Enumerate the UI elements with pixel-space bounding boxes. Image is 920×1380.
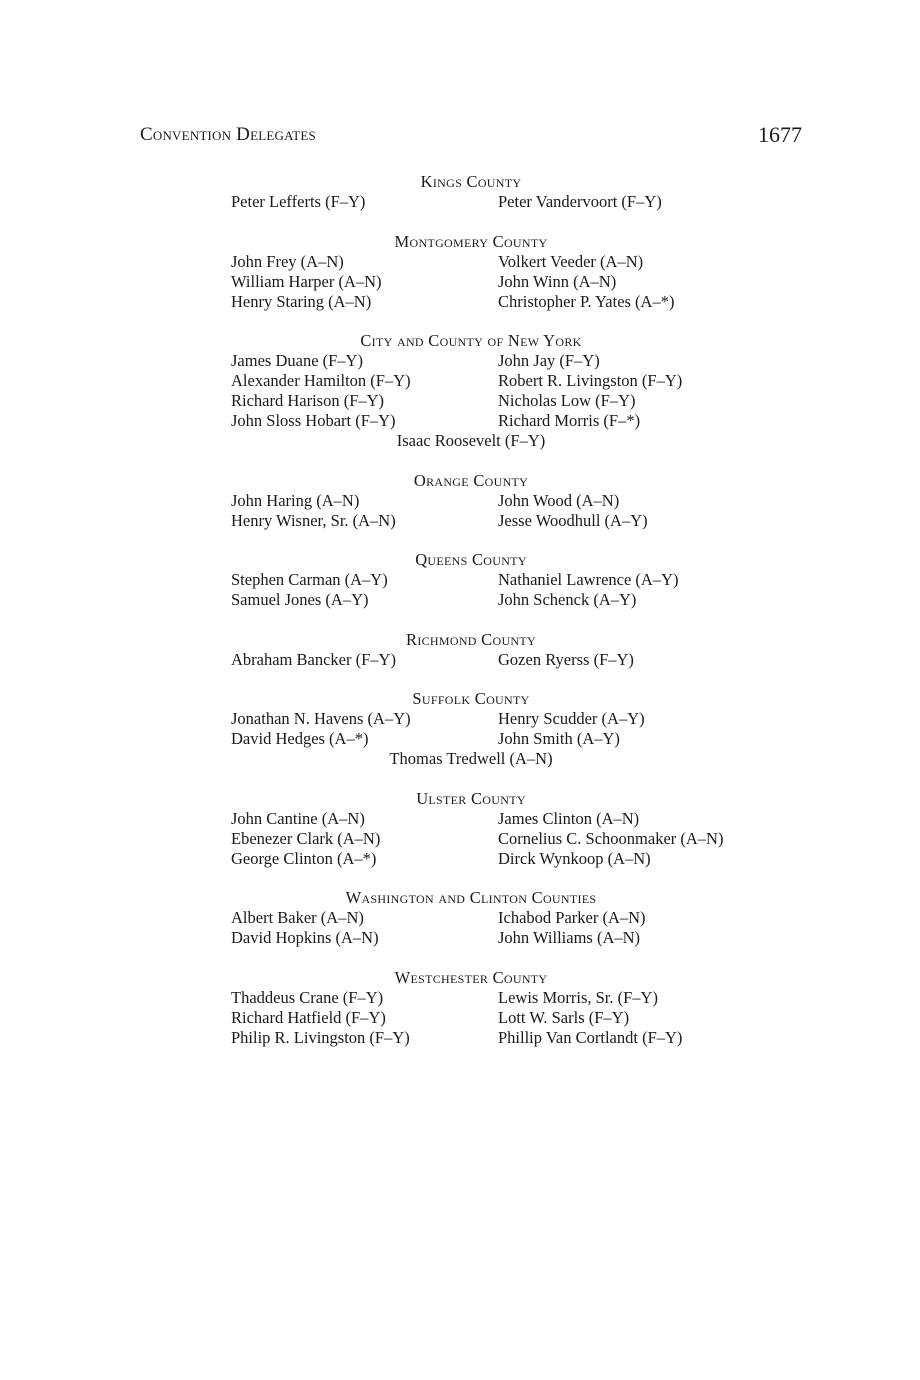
delegate-name: Abraham Bancker (F–Y)	[231, 649, 396, 669]
delegate-name: Nicholas Low (F–Y)	[498, 391, 636, 410]
delegate-row	[231, 371, 811, 391]
county-heading: Kings County	[420, 172, 522, 191]
delegate-name: Peter Lefferts (F–Y)	[231, 192, 366, 211]
delegate-row	[231, 192, 811, 212]
delegate-row	[231, 292, 811, 312]
delegate-row	[231, 252, 811, 272]
delegate-row	[231, 849, 811, 869]
county-section	[231, 471, 811, 531]
delegate-name: James Clinton (A–N)	[498, 808, 640, 828]
county-section	[231, 968, 811, 1048]
county-heading: Montgomery County	[394, 231, 548, 251]
county-section	[231, 630, 811, 670]
delegate-name: Lewis Morris, Sr. (F–Y)	[498, 987, 658, 1007]
delegate-row	[231, 1008, 811, 1028]
delegate-name: Volkert Veeder (A–N)	[498, 251, 644, 271]
delegate-name: Lott W. Sarls (F–Y)	[498, 1007, 630, 1027]
delegate-name: Alexander Hamilton (F–Y)	[231, 371, 411, 390]
delegate-name: Ichabod Parker (A–N)	[498, 908, 646, 927]
county-section	[231, 789, 811, 869]
county-section	[231, 689, 811, 769]
county-section	[231, 888, 811, 948]
delegate-name: William Harper (A–N)	[231, 271, 382, 291]
delegate-row	[231, 908, 811, 928]
delegate-name: Cornelius C. Schoonmaker (A–N)	[498, 828, 724, 848]
running-title: Convention Delegates	[140, 124, 316, 145]
delegate-name: David Hedges (A–*)	[231, 729, 369, 748]
delegate-row	[231, 809, 811, 829]
delegate-name: Thaddeus Crane (F–Y)	[231, 987, 384, 1007]
county-heading: City and County of New York	[360, 331, 582, 350]
county-heading: Richmond County	[406, 629, 536, 649]
delegate-row	[231, 590, 811, 610]
delegate-name: Albert Baker (A–N)	[231, 908, 364, 927]
delegate-row	[231, 491, 811, 511]
delegate-name-centered: Thomas Tredwell (A–N)	[389, 749, 553, 768]
delegate-name: Jesse Woodhull (A–Y)	[498, 510, 648, 530]
delegate-name: Henry Wisner, Sr. (A–N)	[231, 510, 396, 530]
county-heading: Washington and Clinton Counties	[345, 888, 597, 907]
delegate-row	[231, 729, 811, 749]
county-heading: Queens County	[415, 550, 527, 569]
delegate-row	[231, 928, 811, 948]
delegate-name: Dirck Wynkoop (A–N)	[498, 848, 651, 868]
delegate-name: Richard Morris (F–*)	[498, 411, 641, 430]
delegate-name: John Frey (A–N)	[231, 251, 344, 271]
delegate-name: Richard Harison (F–Y)	[231, 391, 385, 410]
county-heading: Orange County	[413, 470, 529, 490]
delegate-name: Richard Hatfield (F–Y)	[231, 1007, 386, 1027]
delegate-name: John Winn (A–N)	[498, 271, 617, 291]
delegate-row	[231, 570, 811, 590]
delegate-name: David Hopkins (A–N)	[231, 928, 379, 947]
delegate-row	[231, 829, 811, 849]
delegate-row	[231, 272, 811, 292]
delegate-name: Peter Vandervoort (F–Y)	[498, 192, 662, 211]
delegate-row	[231, 411, 811, 431]
page-number: 1677	[758, 122, 802, 147]
delegate-name: John Smith (A–Y)	[498, 729, 620, 748]
delegate-name: John Cantine (A–N)	[231, 808, 365, 828]
county-section	[231, 232, 811, 312]
delegate-name: John Jay (F–Y)	[498, 351, 600, 370]
delegate-name: John Sloss Hobart (F–Y)	[231, 411, 396, 430]
county-section	[231, 172, 811, 212]
delegate-name: John Haring (A–N)	[231, 490, 360, 510]
delegate-name: Jonathan N. Havens (A–Y)	[231, 709, 411, 728]
delegate-name: James Duane (F–Y)	[231, 351, 363, 370]
delegate-list	[231, 172, 811, 1067]
county-heading: Westchester County	[394, 967, 548, 987]
delegate-row	[231, 650, 811, 670]
delegate-name: Stephen Carman (A–Y)	[231, 570, 388, 589]
delegate-name: John Schenck (A–Y)	[498, 590, 637, 609]
delegate-row	[231, 988, 811, 1008]
delegate-name: Gozen Ryerss (F–Y)	[498, 649, 634, 669]
delegate-row	[231, 709, 811, 729]
county-section	[231, 331, 811, 451]
delegate-name: Phillip Van Cortlandt (F–Y)	[498, 1027, 683, 1047]
delegate-row	[231, 391, 811, 411]
county-heading: Suffolk County	[412, 689, 530, 708]
delegate-name: Ebenezer Clark (A–N)	[231, 828, 381, 848]
delegate-row	[231, 511, 811, 531]
delegate-name: George Clinton (A–*)	[231, 848, 377, 868]
delegate-name: Philip R. Livingston (F–Y)	[231, 1027, 410, 1047]
county-heading: Ulster County	[416, 788, 526, 808]
delegate-name: Henry Staring (A–N)	[231, 291, 372, 311]
delegate-row	[231, 351, 811, 371]
running-head	[140, 122, 802, 152]
delegate-name: Robert R. Livingston (F–Y)	[498, 371, 683, 390]
delegate-name: Samuel Jones (A–Y)	[231, 590, 369, 609]
county-section	[231, 550, 811, 610]
delegate-name: John Wood (A–N)	[498, 490, 620, 510]
delegate-name-centered: Isaac Roosevelt (F–Y)	[396, 431, 546, 450]
delegate-row	[231, 1028, 811, 1048]
delegate-name: Christopher P. Yates (A–*)	[498, 291, 675, 311]
delegate-name: John Williams (A–N)	[498, 928, 641, 947]
delegate-name: Henry Scudder (A–Y)	[498, 709, 645, 728]
delegate-name: Nathaniel Lawrence (A–Y)	[498, 570, 679, 589]
